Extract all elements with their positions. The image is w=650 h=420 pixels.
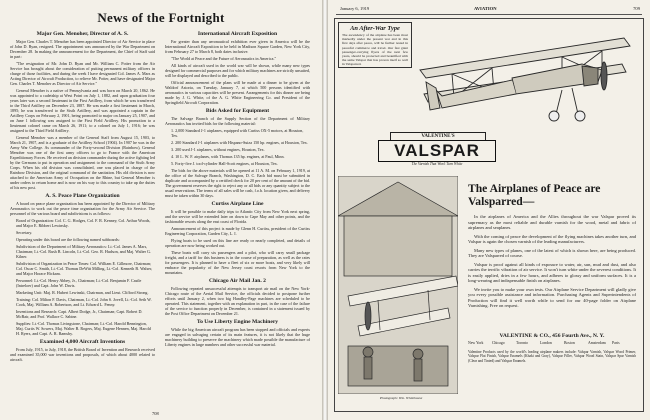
valspar-badge-tagline: The Varnish That Won't Turn White: [411, 162, 463, 166]
article-subhead: A. S. Peace Plane Organization: [45, 193, 120, 199]
valspar-badge-top: VALENTINE'S: [390, 132, 486, 142]
article-paragraph: Far greater than any aeronautical exhibition ever given in America will be the International Aircraft Exposition to be held in Madison Square Garden, New York City, from February 27 to March 8, both dates inclusive.: [165, 39, 310, 54]
page-number-left: 708: [152, 411, 159, 416]
article-paragraph: The Salvage Branch of the Supply Section of the Department of Military Aeronautics has invited bids for the following material:: [165, 116, 310, 126]
article-paragraph: A board on peace plane organization has been appointed by the Director of Military Aeronautics to work out the peace time organization for the Army Air Service. The personnel of the various board and subdivisions is as follows:: [10, 201, 155, 216]
article-list-line: Subdivision of the Department of Military Aeronautics: Lt.-Col. James A. Mars, Chairman; Lt.-Col. Rush B. Lincoln, Lt.-Col. Geo. R. Hudson, and Maj. Walter G. Kilner.: [16, 244, 152, 259]
article-subhead: To Use Liberty Engine Machinery: [196, 319, 279, 325]
article-list-line: Marketing Unit: Maj. R. Hubert Lewinski, Chairman, and Lieut. Clifford Strong.: [16, 290, 149, 295]
page-headline: News of the Fortnight: [97, 10, 225, 25]
ad-city: Boston: [564, 341, 575, 345]
hangar-ground-illustration: [338, 176, 458, 394]
ad-city: Paris: [612, 341, 620, 345]
valspar-badge-main: VALSPAR: [378, 140, 496, 162]
left-column-1: [10, 28, 155, 408]
article-paragraph: General Menoher was a member of the General Staff from August 15, 1903, to March 21, 1907, and is a graduate of the Artillery School (1904). In 1907 he was in the Army War College. As commander of the Forty-second Division (Rainbow), General Menoher was one of the first army officers to go to France with the American Expeditionary Forces. He received an division commander during the active fighting led by the Germans to put in operation and assignment to the command of the Sixth Army Corps. When his old division was consolidated, one was placed in charge of the Rainbow Division, and the original command of the sanitation. His old division is now attached to the American Army of Occupation on the Rhine, but General Menoher is under orders to return home and is now on his way to this country to take up the duties of his new post.: [10, 135, 155, 190]
article-paragraph: Flying boats to be used on this line are ready or nearly completed, and details of operation are now being worked out.: [165, 238, 310, 248]
article-paragraph: "The World at Peace and the Future of Aeronautics in America.": [171, 56, 277, 61]
article-list-line: Training: Col. Milton F. Davis, Chairman, Lt.-Col. John S. Jovell, Lt.-Col. Seth W. Cook, Maj. William A. Robertson, and Lt. Edward L. Fenny.: [16, 297, 152, 307]
valspar-logo-badge: [378, 132, 496, 170]
article-paragraph: Official announcement of the plans will be made at a dinner to be given at the Waldorf Astoria, on Tuesday, January 7, at which 500 persons identified with aeronautics in various capacities will be present. Arrangements for this dinner are being made by J. G. White, of the A. G. White Engineering Co. and President of the Springfield Aircraft Corporation.: [165, 80, 310, 105]
illustration-caption: Photograph: Wm. Whitehouse: [380, 396, 423, 400]
article-list-line: Inventions and Research: Capt. Albert Dodge, Jr., Chairman; Capt. Robert D. McBair, and Prof. Wallace C. Sabine.: [16, 309, 143, 319]
article-list-line: 2. 200 Standard J-1 airplanes with Hispano-Suiza 150 hp. engines, at Houston, Tex.: [171, 140, 308, 145]
article-subhead: Chicago Air Mail Jan. 2: [209, 278, 266, 284]
running-head-folio: 709: [633, 6, 640, 11]
ad-paragraph: Many new types of planes, one of the latest of which is shown here, are being produced. They are Valsparred of course.: [468, 247, 636, 258]
biplane-illustration: [412, 20, 640, 130]
article-subhead: Bids Asked for Equipment: [205, 108, 270, 114]
article-paragraph: It will be possible to make daily trips to Atlantic City from New York next spring, and the service will be extended later on down to Cape May and other points, and the fashionable resorts along the east coast of Florida.: [165, 209, 310, 224]
ad-city: New York: [468, 341, 484, 345]
article-paragraph: Operating under this board are the following named subboards:: [16, 237, 120, 242]
after-war-type-text: The ascendency of the airplane has been most markedly under the present war and in this first days after peace, will be further tested in peaceful commerce and travel. Our fast giant passenger-carrying flyers of the next few years, should be protected and beautified with the same Valspar that has proven itself so well in Valsparred.: [342, 33, 408, 67]
article-paragraph: "The resignation of Mr. John D. Ryan and Mr. William C. Potter from the Air Service has brought about the consideration of putting permanent military officers in charge of those facilities, and during the week I have designated Col. James A. Mars as Acting Director of Aircraft Production, to relieve Mr. Potter, and have designated Major Gen. Charles T. Menoher as Director of Air Service.": [10, 61, 155, 86]
ad-headline: The Airplanes of Peace are Valsparred—: [468, 182, 601, 208]
ad-paragraph: In the airplanes of America and the Allies throughout the war Valspar proved its supremacy as the most reliable and durable varnish for the wood, metal and fabric of airplanes and seaplanes.: [468, 214, 636, 230]
article-list-line: 3. 200 used J-1 airplanes, without engines, Houston, Tex.: [171, 147, 265, 152]
article-list-line: 5. Forty-five J. tool-cylinder Hall-Scott engines, at Houston, Tex.: [171, 161, 278, 166]
article-paragraph: While the big American aircraft program has been stopped and officials and experts are engaged in salvaging certain of its main features, it is not likely that the huge machinery building to preserve the machinery which made possible the manufacture of Liberty engines in large numbers and other successful war material.: [165, 327, 310, 347]
ad-city: London: [540, 341, 552, 345]
ad-city: Chicago: [492, 341, 505, 345]
ad-body-copy: [468, 214, 636, 312]
article-list-line: Subdivision of Organization in Peace Times: Col. William E. Gillmore, Chairman; Col. Oscar C. Smith, Lt.-Col. Thomas DeWitt Milling, Lt.-Col. Kenneth B. Walser, and Major Horace Hickam.: [16, 261, 153, 276]
running-head-title: AVIATION: [474, 6, 497, 11]
article-subhead: Curtiss Airplane Line: [211, 201, 264, 207]
article-paragraph: Following repeated unsuccessful attempts to transport air mail on the New York-Chicago route of the Aerial Mail Service, the officials decided to postpone further efforts until January 2, when two big Handley-Page machines are scheduled to be operated. This statement, together with an explanation in part, in the case of the failure of the service to function properly in December, is contained in a statement issued by the Post Office Department on December 21.: [165, 286, 310, 316]
ad-city: Amsterdam: [588, 341, 606, 345]
after-war-type-box: [338, 22, 412, 68]
article-subhead: Major Gen. Menoher, Director of A. S.: [36, 31, 129, 37]
right-magazine-page: [328, 0, 650, 420]
article-paragraph: These boats will carry six passengers and a pilot, who will carry small package freight, and a tariff for this business is in the course of preparation, as well as the rates for passengers. It is planned to have a fleet of six or more boats, and very likely will embrace the popularity of the New Jersey coast resorts from New York to the mountains.: [165, 250, 310, 275]
article-paragraph: All kinds of aircraft used in the world war will be shown, while many new types designed for commercial purposes and for which military machines are strictly unsuited, will be displayed and described to the public.: [165, 63, 310, 78]
article-list-line: Supplies: Lt.-Col. Thomas Livingstone, Chairman; Lt.-Col. Harold Bennington, Maj. Curtis W. Sowers, Maj. Walter B. Rogers, Maj. Eugene Hennen, Maj. Harold H. Ryers, and Capt. A. R. Ramsby.: [16, 321, 151, 336]
ad-paragraph: With the coming of peace the development of the flying machines takes another turn, and Valspar is again the chosen varnish of the leading manufacturers.: [468, 233, 636, 244]
left-magazine-page: [0, 0, 322, 420]
ad-paragraph: Valspar is proof against all kinds of exposure to water, air, sun, mud and dust, and also carries the terrific vibration of air service. It won't turn white under the severest conditions. It is easily applied, dries in a few hours, and adheres to glossy and uniform surfaces. It is a long-wearing and indispensable finish on airplanes.: [468, 261, 636, 283]
article-subhead: Examined 4,000 Aircraft Inventions: [39, 339, 126, 345]
left-column-2: [165, 28, 310, 408]
ad-city: Toronto: [516, 341, 528, 345]
article-paragraph: General Menoher is a native of Pennsylvania and was born on March 20, 1862. He was appointed to a cadetship at West Point on July 1, 1882, and upon graduation four years later was a second lieutenant in the First Artillery, from which he was transferred to the Third Artillery on December 23, 1887. He was made a first lieutenant in March, 1895; he was transferred to the Sixth Artillery, and was appointed a captain in the Artillery Corps on February 2, 1901, being promoted to major on January 25, 1907, and on June 1 following was assigned to the First Field Artillery. His promotion to a lieutenant colonel came on March 26, 1911; to a colonel on July 1, 1916; he was assigned to the Third Field Artillery.: [10, 88, 155, 133]
article-paragraph: Announcement of this project is made by Glenn H. Curtiss, president of the Curtiss Engineering Corporation, Garden City, L. I.: [165, 226, 310, 236]
running-head: [336, 6, 642, 15]
after-war-type-title: An After-War Type: [350, 25, 400, 32]
article-list-line: Personnel: Lt.-Col. Henry Abbey, Jr., Chairman; Lt.-Col. Benjamin F. Castle (Intreloer) and Capt. John W. Davis.: [16, 278, 142, 288]
article-list-line: Board of Organization: Col. C. G. Hodges, Col. F. R. Kenney, Col. Arthur Woods, and Major E. Ribbert Lewinsky.: [16, 218, 151, 228]
article-list-line: 1. 2,000 Standard J-1 airplanes, equipped with Curtiss OX-5 motors, at Houston, Tex.: [171, 128, 304, 138]
article-paragraph: Major Gen. Charles T. Menoher has been appointed Director of Air Service in place of John D. Ryan, resigned. The appointment was announced by the War Department on December 28. In making the announcement for the Department, the Chief of Staff said in part:: [10, 39, 155, 59]
running-head-date: January 6, 1919: [340, 6, 370, 11]
article-paragraph: From July, 1915, to July, 1918, the British Board of Invention and Research received and examined 35,000 war inventions and proposals, of which about 4000 related to aircraft.: [10, 347, 155, 362]
ad-paragraph: We invite you to make your own tests. Our Airplane Service Department will gladly give you every possible assistance and information. Purchasing Agents and Superintendents of Production will find it well worth while to send for our 40-page folder on Airplane Varnishing. Free on request.: [468, 286, 636, 308]
article-list-line: Secretary.: [16, 230, 33, 235]
ad-product-list: Valentine Products used by the world's leading airplane makers include: Valspar Varnish, Valspar Wood Primer, Valspar Flat Finish, Valspar Enamels (Khaki and Gray), Valspar Filler, Valspar Wood Stain, Valspar Spar Varnish (Clear and Tinted) and Valspar Enamels.: [468, 350, 636, 363]
article-subhead: International Aircraft Exposition: [197, 31, 278, 37]
article-paragraph: The bids for the above materials will be opened at 11 A. M. on February 1, 1919, at the office of the Salvage Branch, Washington, D. C. Each bid must be submitted in duplicate and accompanied by a certified check for 20 per cent of the amount of the bid. The government reserves the right to reject any or all bids or any quantity subject to the usual reservations. The terms of all sales will be cash, f.o.b. location given, and delivery must be taken within 30 days.: [165, 168, 310, 198]
ad-company-name: VALENTINE & CO., 456 Fourth Ave., N. Y.: [499, 333, 605, 339]
article-list-line: 4. 10 L. W. F. airplanes, with Thomas 135 hp. engines, at Paul, Minn.: [171, 154, 285, 159]
